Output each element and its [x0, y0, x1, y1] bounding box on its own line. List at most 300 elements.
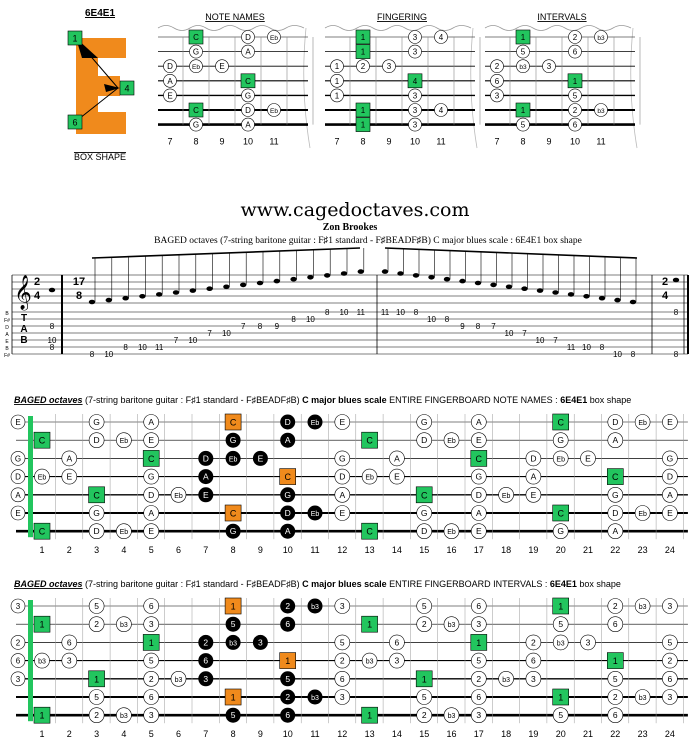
- note-label: 5: [94, 692, 99, 702]
- note-label: D: [612, 417, 619, 427]
- note-label: D: [339, 471, 346, 482]
- note-label: G: [93, 417, 100, 427]
- note-label: E: [394, 471, 400, 482]
- fret-number: 8: [520, 136, 526, 147]
- note-head: [521, 286, 527, 291]
- note-label: 2: [476, 673, 482, 684]
- note-label: G: [229, 526, 237, 537]
- fret-number: 17: [473, 545, 484, 556]
- title-part: (7-string baritone guitar : F♯1 standard - F♯BEADF♯B): [82, 395, 303, 405]
- note-label: A: [284, 526, 291, 537]
- note-label: 6: [494, 76, 500, 86]
- note-label: 2: [94, 710, 99, 721]
- board-title: [14, 395, 631, 405]
- fret-number: 6: [175, 545, 182, 556]
- note-head: [240, 283, 246, 288]
- fingerboard-intervals: [11, 579, 688, 739]
- tab-number: 10: [221, 329, 231, 338]
- wave-border: [158, 26, 304, 31]
- tab-number: 7: [553, 336, 558, 345]
- time-signature: 2: [661, 276, 669, 288]
- tab-string-label: B: [5, 311, 9, 317]
- note-label: 6: [148, 692, 154, 702]
- note-label: 5: [667, 637, 673, 648]
- note-label: G: [338, 453, 346, 464]
- box-marker-label: 4: [124, 83, 130, 94]
- tab-string-label: A: [5, 332, 9, 338]
- note-label: 2: [531, 637, 536, 648]
- beam: [385, 248, 637, 258]
- note-label: 3: [476, 619, 482, 630]
- tab-number: 11: [356, 308, 365, 317]
- note-label: A: [667, 489, 673, 500]
- note-label: 1: [572, 76, 578, 86]
- note-head: [552, 290, 558, 295]
- fret-number: 15: [419, 545, 430, 556]
- note-label: C: [366, 526, 373, 537]
- note-label: 1: [360, 33, 366, 42]
- fret-number: 10: [282, 545, 293, 556]
- beam: [92, 248, 360, 258]
- note-label: 3: [339, 601, 345, 611]
- note-label: b3: [311, 695, 319, 702]
- shape-code: 6E4E1: [84, 8, 116, 19]
- note-head: [358, 269, 364, 274]
- note-label: E: [257, 453, 264, 464]
- note-label: 2: [203, 637, 209, 648]
- note-head: [413, 273, 419, 278]
- note-label: E: [339, 417, 346, 427]
- note-head: [490, 283, 496, 288]
- tab-number: 8: [630, 350, 636, 359]
- note-head: [382, 269, 388, 274]
- fret-number: 8: [193, 136, 199, 147]
- score-section: [4, 199, 688, 359]
- fret-number: 2: [66, 729, 72, 740]
- note-label: 1: [360, 120, 366, 130]
- note-label: E: [202, 489, 209, 500]
- note-label: 5: [421, 692, 427, 702]
- fret-number: 10: [242, 136, 254, 147]
- tab-number: 10: [339, 308, 349, 317]
- fret-number: 12: [337, 545, 348, 556]
- note-head: [106, 298, 112, 303]
- note-head: [89, 300, 95, 305]
- note-label: C: [38, 526, 46, 537]
- fret-number: 10: [282, 729, 293, 740]
- note-label: 5: [572, 91, 578, 101]
- note-head: [506, 285, 512, 290]
- fret-number: 14: [391, 545, 402, 556]
- box-marker-label: 1: [72, 33, 78, 44]
- note-label: 3: [412, 47, 418, 57]
- fret-number: 9: [219, 136, 225, 147]
- note-label: G: [229, 435, 237, 446]
- note-label: C: [193, 33, 199, 42]
- wave-border: [304, 28, 310, 148]
- fret-number: 13: [364, 729, 375, 740]
- fret-number: 10: [569, 136, 581, 147]
- fret-number: 18: [501, 545, 512, 556]
- box-marker-label: 6: [72, 117, 78, 128]
- note-head: [139, 294, 145, 299]
- tab-number: 10: [504, 329, 514, 338]
- tab-number: 8: [324, 308, 330, 317]
- note-label: D: [421, 435, 428, 446]
- fret-number: 11: [596, 136, 606, 147]
- tab-string-label: D: [5, 325, 9, 331]
- tab-number: 8: [673, 350, 679, 359]
- note-label: 1: [520, 106, 526, 115]
- note-label: 3: [412, 33, 418, 42]
- note-label: 2: [285, 692, 291, 702]
- board-title: [14, 579, 621, 589]
- note-label: 3: [66, 655, 72, 666]
- note-label: C: [229, 508, 237, 519]
- note-label: 5: [612, 673, 618, 684]
- note-label: 2: [148, 673, 154, 684]
- tab-string-label: B: [5, 346, 9, 352]
- note-label: 6: [66, 637, 72, 648]
- note-label: 6: [394, 637, 400, 648]
- note-label: E: [475, 526, 482, 537]
- note-label: 3: [386, 62, 392, 72]
- fret-number: 7: [167, 136, 173, 147]
- note-label: Eb: [447, 438, 456, 446]
- note-label: Eb: [270, 35, 278, 42]
- note-label: E: [219, 62, 225, 72]
- note-label: b3: [638, 604, 647, 611]
- note-head: [223, 285, 229, 290]
- fret-number: 7: [334, 136, 340, 147]
- note-label: G: [666, 453, 674, 464]
- note-label: 3: [476, 710, 482, 721]
- note-label: 5: [148, 655, 154, 666]
- tab-number: 8: [257, 322, 263, 331]
- note-head: [290, 277, 296, 282]
- open-note-label: 3: [15, 674, 21, 684]
- fingerboard-note-names: [11, 395, 688, 555]
- open-note-label: E: [15, 509, 21, 518]
- note-head: [444, 277, 450, 282]
- note-label: b3: [311, 604, 319, 611]
- fret-number: 2: [66, 545, 72, 556]
- note-label: C: [366, 435, 373, 446]
- top-diagrams: [158, 12, 640, 148]
- note-head: [156, 292, 162, 297]
- note-label: A: [202, 471, 209, 482]
- note-label: D: [475, 489, 482, 500]
- title-part: box shape: [587, 395, 632, 405]
- note-label: 1: [334, 91, 340, 101]
- note-label: 6: [531, 655, 536, 666]
- note-label: Eb: [310, 511, 320, 518]
- note-label: D: [93, 526, 100, 537]
- diagram-title: INTERVALS: [537, 12, 587, 22]
- title-part: BAGED octaves: [14, 395, 83, 405]
- open-note-label: E: [15, 418, 21, 427]
- note-head: [475, 281, 481, 286]
- note-label: 2: [612, 601, 618, 611]
- open-note-label: G: [14, 454, 22, 464]
- note-label: 1: [367, 710, 373, 721]
- note-label: 2: [572, 106, 578, 115]
- note-label: A: [475, 417, 482, 427]
- note-label: E: [667, 417, 673, 427]
- note-label: E: [148, 526, 155, 537]
- tab-number: 8: [49, 343, 55, 352]
- fret-number: 5: [148, 729, 154, 740]
- note-label: Eb: [37, 474, 47, 482]
- tab-string-label: E: [5, 339, 9, 345]
- note-head: [630, 300, 636, 305]
- fret-number: 4: [121, 545, 127, 556]
- note-label: D: [666, 471, 673, 482]
- fret-number: 16: [446, 545, 457, 556]
- note-label: 5: [558, 710, 564, 721]
- fret-number: 15: [419, 729, 430, 740]
- fret-number: 6: [175, 729, 182, 740]
- tab-number: 9: [274, 322, 280, 331]
- fret-number: 17: [473, 729, 484, 740]
- note-label: 3: [585, 637, 591, 648]
- note-label: G: [475, 471, 483, 482]
- note-label: Eb: [119, 438, 129, 446]
- fret-number: 7: [203, 729, 209, 740]
- note-label: G: [284, 489, 292, 500]
- note-label: b3: [38, 658, 46, 666]
- fret-number: 9: [546, 136, 552, 147]
- fret-number: 11: [269, 136, 279, 147]
- tab-number: 8: [291, 315, 296, 324]
- note-label: 2: [421, 619, 427, 630]
- note-label: 5: [520, 120, 526, 130]
- note-label: 3: [667, 601, 673, 611]
- fret-number: 13: [364, 545, 375, 556]
- note-label: A: [475, 508, 482, 518]
- fret-number: 24: [664, 729, 675, 740]
- note-label: 2: [360, 62, 366, 72]
- note-head: [341, 271, 347, 276]
- note-label: Eb: [192, 64, 200, 72]
- note-label: 1: [558, 601, 564, 612]
- tab-number: 10: [47, 336, 57, 345]
- open-note-label: A: [15, 490, 21, 500]
- wave-border: [325, 26, 471, 31]
- author: Zon Brookes: [322, 222, 378, 233]
- note-label: D: [530, 453, 537, 464]
- title-part: 6E4E1: [560, 395, 588, 405]
- title-part: C major blues scale: [302, 395, 387, 405]
- fret-number: 20: [555, 545, 566, 556]
- tab-number: 10: [427, 315, 436, 324]
- note-label: 6: [285, 619, 291, 630]
- note-label: 6: [612, 710, 618, 721]
- tab-number: 7: [491, 322, 496, 331]
- note-label: A: [394, 453, 400, 464]
- note-head: [307, 275, 313, 280]
- note-label: C: [557, 417, 564, 428]
- fret-number: 22: [610, 545, 621, 556]
- tab-number: 8: [475, 322, 481, 331]
- note-label: E: [667, 508, 673, 518]
- note-head: [257, 281, 263, 286]
- note-label: Eb: [447, 529, 456, 537]
- note-head: [324, 273, 330, 278]
- note-label: E: [66, 471, 73, 482]
- note-label: b3: [556, 640, 565, 648]
- note-label: 6: [148, 601, 154, 611]
- note-label: 5: [94, 601, 99, 611]
- note-label: 1: [230, 692, 236, 703]
- tab-string-label: F#: [4, 353, 10, 359]
- note-label: 1: [285, 656, 291, 667]
- note-label: A: [612, 526, 619, 537]
- diagram-title: FINGERING: [376, 12, 428, 22]
- note-label: G: [557, 435, 565, 446]
- tab-number: 7: [207, 329, 212, 338]
- fret-number: 1: [39, 545, 45, 556]
- note-label: 1: [94, 674, 100, 685]
- note-label: E: [339, 508, 346, 518]
- nut: [28, 416, 33, 537]
- tab-number: 10: [137, 343, 147, 352]
- note-label: b3: [229, 640, 237, 648]
- tab-number: 7: [522, 329, 527, 338]
- note-label: C: [245, 76, 251, 86]
- tab-number: 8: [89, 350, 95, 359]
- note-label: 4: [438, 33, 444, 42]
- note-label: 1: [612, 656, 618, 667]
- note-label: 2: [667, 655, 673, 666]
- note-label: b3: [365, 658, 374, 666]
- note-label: E: [475, 435, 482, 446]
- site-url: www.cagedoctaves.com: [240, 199, 470, 221]
- note-label: A: [167, 76, 173, 86]
- note-head: [673, 278, 679, 283]
- note-label: 3: [203, 673, 209, 684]
- title-part: C major blues scale: [302, 579, 387, 589]
- time-signature: 2: [33, 276, 41, 288]
- note-label: 6: [476, 601, 482, 611]
- note-label: Eb: [228, 456, 238, 464]
- note-label: 5: [230, 710, 236, 721]
- note-label: 3: [148, 710, 154, 721]
- tab-number: 11: [155, 343, 164, 352]
- fret-number: 22: [610, 729, 621, 740]
- fret-number: 11: [310, 545, 320, 556]
- time-signature: 17: [72, 276, 86, 288]
- note-label: b3: [597, 35, 605, 42]
- fret-number: 7: [494, 136, 500, 147]
- note-label: G: [244, 91, 252, 101]
- note-label: 1: [558, 692, 564, 703]
- letter-e-shape: [68, 31, 134, 134]
- note-label: C: [38, 435, 46, 446]
- open-note-label: D: [15, 472, 21, 482]
- note-label: b3: [638, 695, 647, 702]
- note-label: 2: [572, 33, 578, 42]
- note-label: 3: [412, 91, 418, 101]
- title-part: 6E4E1: [549, 579, 577, 589]
- note-label: C: [147, 453, 155, 464]
- fret-number: 8: [230, 545, 236, 556]
- note-label: D: [93, 435, 100, 446]
- note-label: D: [245, 33, 251, 42]
- note-label: 2: [612, 692, 618, 702]
- fret-number: 8: [230, 729, 236, 740]
- note-head: [599, 296, 605, 301]
- tab-number: 8: [413, 308, 419, 317]
- open-note-label: 3: [15, 602, 21, 611]
- note-label: b3: [120, 622, 128, 630]
- fret-number: 23: [637, 545, 648, 556]
- chord-diagram: [158, 12, 313, 148]
- note-label: 3: [148, 619, 154, 630]
- tab-number: 7: [173, 336, 179, 345]
- nut: [28, 600, 33, 721]
- fret-number: 18: [501, 729, 512, 740]
- note-label: A: [245, 120, 251, 130]
- note-label: Eb: [638, 420, 647, 427]
- note-head: [568, 292, 574, 297]
- tab-number: 8: [673, 308, 679, 317]
- fret-number: 21: [582, 545, 594, 556]
- note-head: [537, 288, 543, 293]
- note-label: 1: [334, 62, 340, 72]
- fret-number: 9: [257, 545, 263, 556]
- tab-number: 10: [613, 350, 622, 359]
- note-label: G: [420, 508, 428, 518]
- note-label: 5: [421, 601, 427, 611]
- note-label: b3: [597, 108, 605, 115]
- fret-number: 5: [148, 545, 154, 556]
- note-label: Eb: [365, 474, 374, 482]
- note-label: Eb: [119, 529, 129, 537]
- note-label: D: [284, 508, 291, 518]
- wave-border: [631, 28, 637, 148]
- note-label: A: [66, 453, 73, 464]
- title-part: ENTIRE FINGERBOARD NOTE NAMES :: [386, 395, 561, 405]
- note-label: 2: [494, 62, 500, 72]
- note-label: Eb: [556, 456, 565, 464]
- note-label: 6: [667, 673, 673, 684]
- note-label: 3: [412, 120, 418, 130]
- note-label: 1: [334, 76, 340, 86]
- note-label: 3: [667, 692, 673, 702]
- tab-number: 8: [49, 322, 55, 331]
- note-head: [122, 296, 128, 301]
- note-label: C: [557, 508, 564, 519]
- note-label: b3: [447, 713, 456, 721]
- box-shape-label: BOX SHAPE: [73, 152, 127, 162]
- open-note-label: 2: [15, 638, 21, 648]
- note-label: Eb: [501, 492, 511, 500]
- note-label: 6: [572, 47, 578, 57]
- note-label: A: [148, 508, 155, 518]
- tab-number: 11: [566, 343, 576, 352]
- note-label: 6: [572, 120, 578, 130]
- title-part: BAGED octaves: [14, 579, 83, 589]
- note-label: Eb: [638, 511, 647, 518]
- fret-number: 24: [664, 545, 675, 556]
- note-label: G: [192, 47, 200, 57]
- tab-clef: B: [20, 335, 28, 346]
- note-label: D: [284, 417, 291, 427]
- note-label: 6: [476, 692, 482, 702]
- note-head: [397, 271, 403, 276]
- note-label: D: [167, 62, 173, 72]
